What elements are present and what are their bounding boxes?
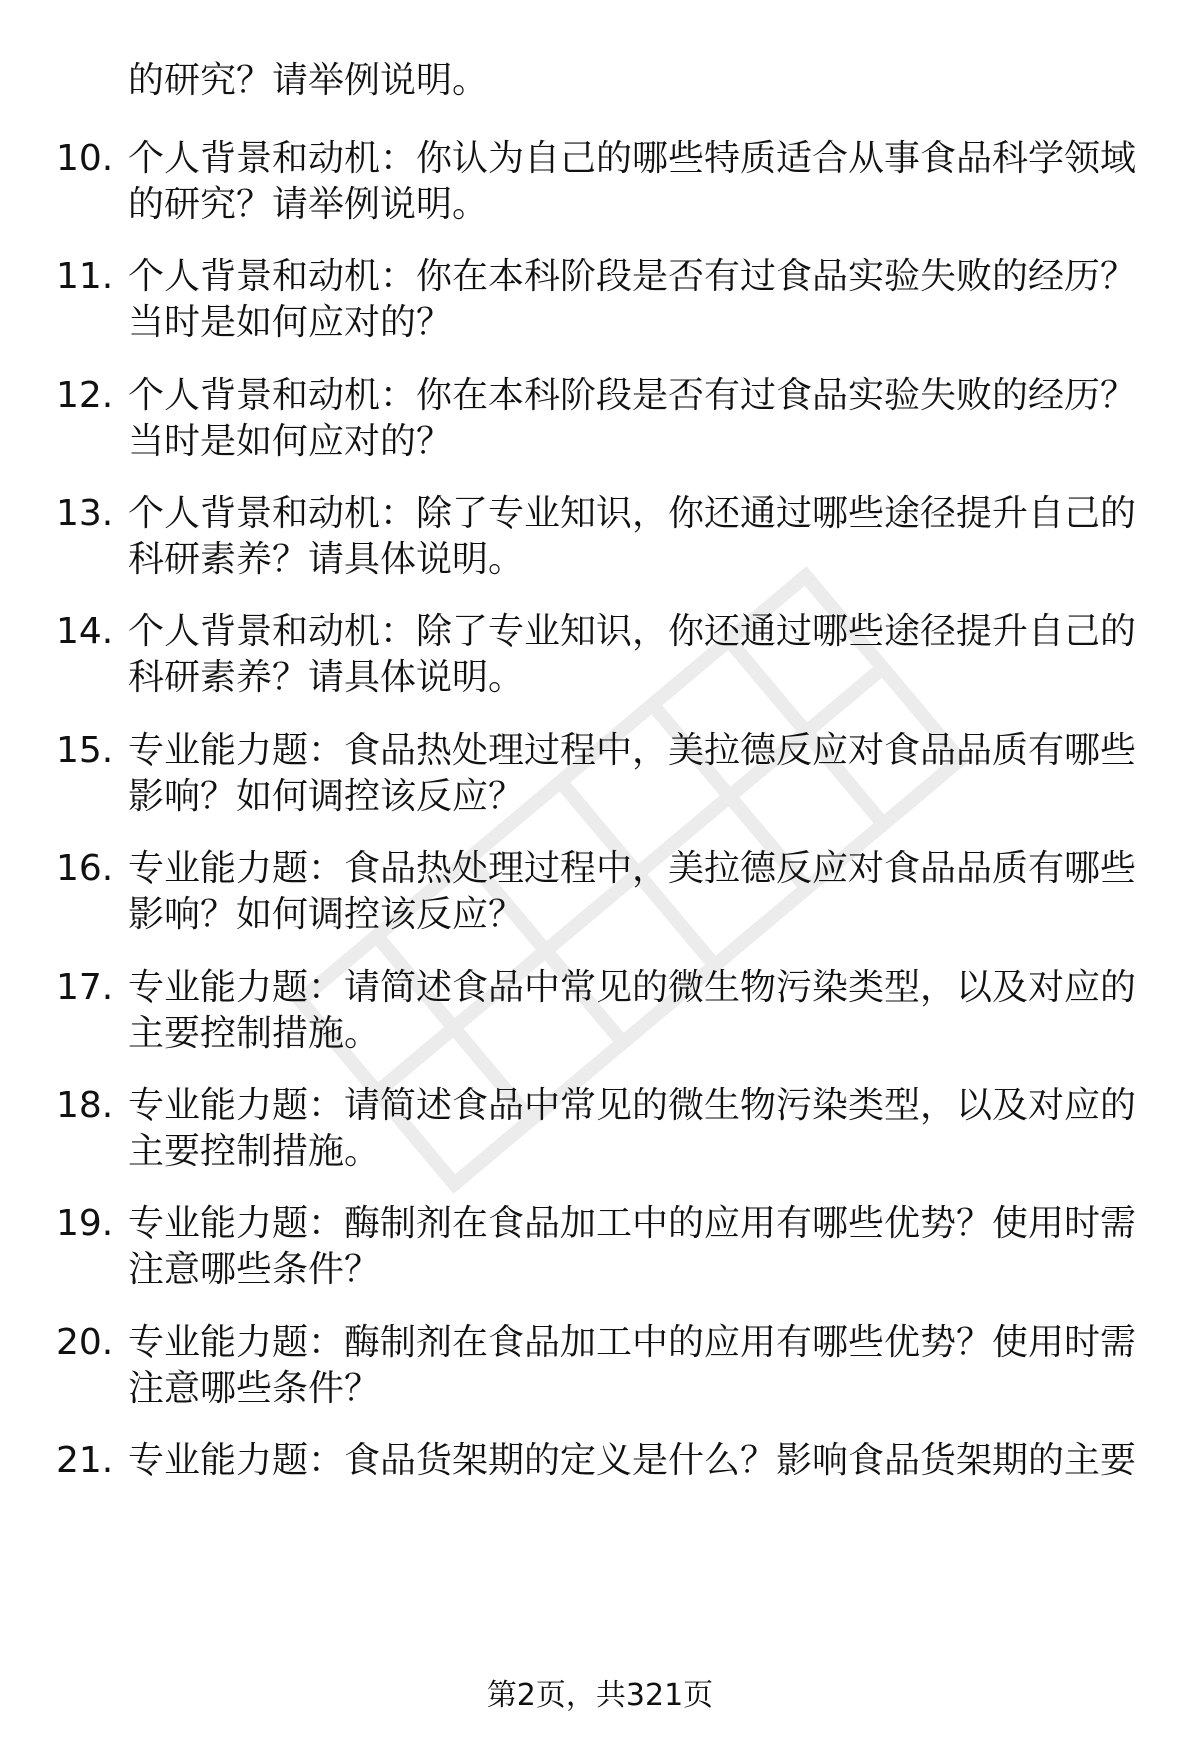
question-text: 个人背景和动机：除了专业知识，你还通过哪些途径提升自己的科研素养？请具体说明。 — [128, 493, 1137, 580]
question-item — [56, 1320, 1166, 1412]
question-text: 专业能力题：食品热处理过程中，美拉德反应对食品品质有哪些影响？如何调控该反应？ — [128, 730, 1137, 817]
question-text: 专业能力题：请简述食品中常见的微生物污染类型，以及对应的主要控制措施。 — [128, 967, 1137, 1054]
question-item — [56, 609, 1166, 701]
question-item — [56, 491, 1166, 583]
page-footer: 第2页，共321页 — [486, 1678, 714, 1713]
question-text: 个人背景和动机：你认为自己的哪些特质适合从事食品科学领域的研究？请举例说明。 — [128, 138, 1137, 225]
question-number: 15. — [56, 730, 114, 771]
question-number: 13. — [56, 493, 114, 534]
question-text: 专业能力题：食品货架期的定义是什么？影响食品货架期的主要 — [128, 1440, 1137, 1481]
question-number: 14. — [56, 611, 114, 652]
question-number: 18. — [56, 1085, 114, 1126]
question-number: 10. — [56, 138, 114, 179]
question-number: 21. — [56, 1440, 114, 1481]
question-number: 20. — [56, 1322, 114, 1363]
question-item — [56, 846, 1166, 938]
question-text: 专业能力题：食品热处理过程中，美拉德反应对食品品质有哪些影响？如何调控该反应？ — [128, 848, 1137, 935]
question-text: 专业能力题：酶制剂在食品加工中的应用有哪些优势？使用时需注意哪些条件？ — [128, 1322, 1137, 1409]
question-text: 个人背景和动机：除了专业知识，你还通过哪些途径提升自己的科研素养？请具体说明。 — [128, 611, 1137, 698]
question-text: 个人背景和动机：你在本科阶段是否有过食品实验失败的经历？当时是如何应对的？ — [128, 256, 1137, 343]
question-number: 16. — [56, 848, 114, 889]
question-number: 17. — [56, 967, 114, 1008]
question-number: 19. — [56, 1203, 114, 1244]
question-item — [56, 1083, 1166, 1175]
continued-fragment: 的研究？请举例说明。 — [128, 60, 489, 101]
question-item — [56, 136, 1166, 228]
question-number: 12. — [56, 375, 114, 416]
question-number: 11. — [56, 256, 114, 297]
question-text: 专业能力题：酶制剂在食品加工中的应用有哪些优势？使用时需注意哪些条件？ — [128, 1203, 1137, 1290]
question-item — [56, 254, 1166, 346]
question-item — [56, 965, 1166, 1057]
question-text: 个人背景和动机：你在本科阶段是否有过食品实验失败的经历？当时是如何应对的？ — [128, 375, 1137, 462]
question-item — [56, 1438, 1166, 1484]
question-text: 专业能力题：请简述食品中常见的微生物污染类型，以及对应的主要控制措施。 — [128, 1085, 1137, 1172]
question-item — [56, 728, 1166, 820]
question-item — [56, 1201, 1166, 1293]
question-item — [56, 373, 1166, 465]
